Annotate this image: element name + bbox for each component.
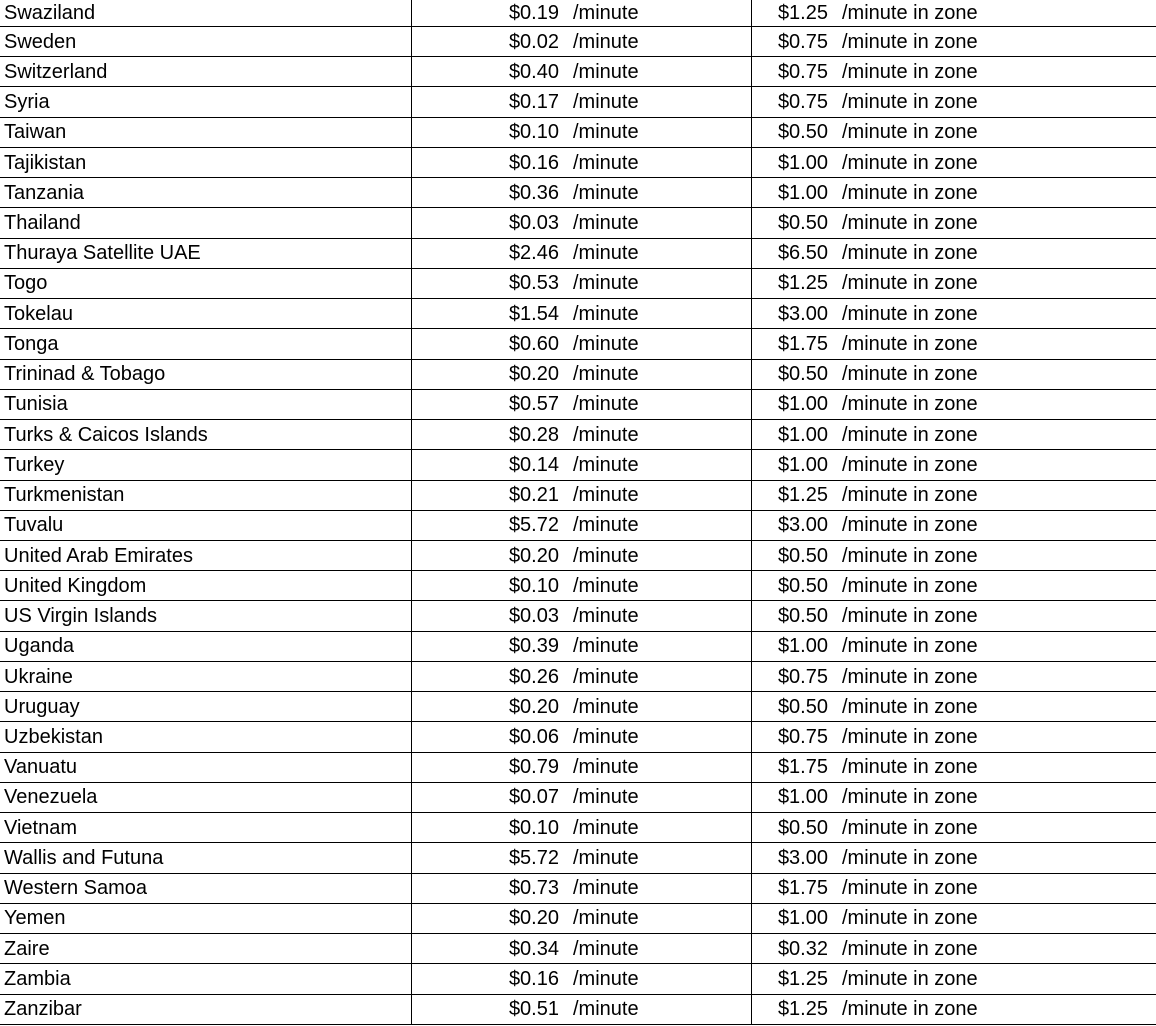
zone-rate-unit: /minute in zone bbox=[842, 846, 978, 869]
zone-rate-cell bbox=[752, 661, 1156, 691]
rate-unit: /minute bbox=[573, 423, 639, 446]
zone-rate-amount: $0.50 bbox=[777, 544, 828, 567]
rate-amount: $0.02 bbox=[508, 30, 559, 53]
rate-unit: /minute bbox=[573, 786, 639, 809]
table-row bbox=[0, 964, 1156, 994]
zone-rate-amount: $1.25 bbox=[777, 272, 828, 295]
table-row bbox=[0, 0, 1156, 27]
rate-cell bbox=[412, 299, 752, 329]
table-row bbox=[0, 661, 1156, 691]
zone-rate-cell bbox=[752, 934, 1156, 964]
zone-rate-unit: /minute in zone bbox=[842, 816, 978, 839]
rate-unit: /minute bbox=[573, 484, 639, 507]
zone-rate-cell bbox=[752, 782, 1156, 812]
country-cell: Taiwan bbox=[0, 117, 412, 147]
rate-unit: /minute bbox=[573, 907, 639, 930]
rate-amount: $0.10 bbox=[508, 121, 559, 144]
zone-rate-cell bbox=[752, 540, 1156, 570]
rate-cell bbox=[412, 117, 752, 147]
rate-cell bbox=[412, 238, 752, 268]
rate-cell bbox=[412, 873, 752, 903]
zone-rate-amount: $0.50 bbox=[777, 816, 828, 839]
country-cell: Ukraine bbox=[0, 661, 412, 691]
table-row bbox=[0, 450, 1156, 480]
rate-unit: /minute bbox=[573, 574, 639, 597]
zone-rate-unit: /minute in zone bbox=[842, 605, 978, 628]
table-row bbox=[0, 359, 1156, 389]
country-cell: Togo bbox=[0, 268, 412, 298]
zone-rate-amount: $0.75 bbox=[777, 726, 828, 748]
table-row bbox=[0, 299, 1156, 329]
zone-rate-cell bbox=[752, 117, 1156, 147]
country-cell: Turkmenistan bbox=[0, 480, 412, 510]
zone-rate-unit: /minute in zone bbox=[842, 937, 978, 960]
zone-rate-unit: /minute in zone bbox=[842, 423, 978, 446]
zone-rate-cell bbox=[752, 843, 1156, 873]
table-row bbox=[0, 480, 1156, 510]
rate-amount: $0.16 bbox=[508, 151, 559, 174]
zone-rate-unit: /minute in zone bbox=[842, 363, 978, 386]
rate-unit: /minute bbox=[573, 756, 639, 779]
rate-amount: $0.19 bbox=[508, 2, 559, 24]
rate-unit: /minute bbox=[573, 816, 639, 839]
table-row bbox=[0, 540, 1156, 570]
zone-rate-amount: $0.75 bbox=[777, 665, 828, 688]
zone-rate-cell bbox=[752, 571, 1156, 601]
table-row bbox=[0, 722, 1156, 752]
zone-rate-cell bbox=[752, 420, 1156, 450]
zone-rate-cell bbox=[752, 147, 1156, 177]
table-row bbox=[0, 178, 1156, 208]
country-cell: Thuraya Satellite UAE bbox=[0, 238, 412, 268]
rate-unit: /minute bbox=[573, 151, 639, 174]
rate-cell bbox=[412, 27, 752, 57]
table-row bbox=[0, 510, 1156, 540]
country-cell: Yemen bbox=[0, 903, 412, 933]
country-cell: Uzbekistan bbox=[0, 722, 412, 752]
zone-rate-cell bbox=[752, 964, 1156, 994]
country-cell: Tuvalu bbox=[0, 510, 412, 540]
zone-rate-amount: $1.00 bbox=[777, 181, 828, 204]
table-row bbox=[0, 813, 1156, 843]
zone-rate-cell bbox=[752, 299, 1156, 329]
zone-rate-unit: /minute in zone bbox=[842, 877, 978, 900]
zone-rate-unit: /minute in zone bbox=[842, 91, 978, 114]
rate-unit: /minute bbox=[573, 605, 639, 628]
table-row bbox=[0, 147, 1156, 177]
rate-amount: $0.26 bbox=[508, 665, 559, 688]
zone-rate-cell bbox=[752, 692, 1156, 722]
rate-cell bbox=[412, 934, 752, 964]
country-cell: Thailand bbox=[0, 208, 412, 238]
rate-cell bbox=[412, 903, 752, 933]
zone-rate-amount: $0.75 bbox=[777, 60, 828, 83]
zone-rate-unit: /minute in zone bbox=[842, 544, 978, 567]
country-cell: Wallis and Futuna bbox=[0, 843, 412, 873]
country-cell: Vietnam bbox=[0, 813, 412, 843]
rate-amount: $2.46 bbox=[508, 242, 559, 265]
table-row bbox=[0, 631, 1156, 661]
zone-rate-unit: /minute in zone bbox=[842, 2, 978, 24]
country-cell: Turkey bbox=[0, 450, 412, 480]
country-cell: United Arab Emirates bbox=[0, 540, 412, 570]
rate-cell bbox=[412, 661, 752, 691]
rate-amount: $0.36 bbox=[508, 181, 559, 204]
zone-rate-unit: /minute in zone bbox=[842, 30, 978, 53]
rate-unit: /minute bbox=[573, 302, 639, 325]
rate-amount: $0.10 bbox=[508, 816, 559, 839]
country-cell: Vanuatu bbox=[0, 752, 412, 782]
zone-rate-cell bbox=[752, 359, 1156, 389]
zone-rate-amount: $0.50 bbox=[777, 695, 828, 718]
zone-rate-cell bbox=[752, 329, 1156, 359]
zone-rate-amount: $3.00 bbox=[777, 302, 828, 325]
country-cell: Tokelau bbox=[0, 299, 412, 329]
rate-cell bbox=[412, 813, 752, 843]
rate-amount: $5.72 bbox=[508, 846, 559, 869]
zone-rate-amount: $0.50 bbox=[777, 121, 828, 144]
zone-rate-cell bbox=[752, 631, 1156, 661]
table-row bbox=[0, 692, 1156, 722]
rate-cell bbox=[412, 57, 752, 87]
zone-rate-amount: $1.75 bbox=[777, 877, 828, 900]
zone-rate-amount: $3.00 bbox=[777, 846, 828, 869]
rate-unit: /minute bbox=[573, 967, 639, 990]
zone-rate-cell bbox=[752, 208, 1156, 238]
rate-amount: $0.73 bbox=[508, 877, 559, 900]
rate-amount: $0.07 bbox=[508, 786, 559, 809]
country-cell: Turks & Caicos Islands bbox=[0, 420, 412, 450]
zone-rate-amount: $6.50 bbox=[777, 242, 828, 265]
rate-unit: /minute bbox=[573, 726, 639, 748]
rate-unit: /minute bbox=[573, 91, 639, 114]
zone-rate-amount: $0.75 bbox=[777, 30, 828, 53]
zone-rate-amount: $1.25 bbox=[777, 484, 828, 507]
zone-rate-cell bbox=[752, 268, 1156, 298]
country-cell: Sweden bbox=[0, 27, 412, 57]
country-cell: Uganda bbox=[0, 631, 412, 661]
rate-amount: $0.03 bbox=[508, 605, 559, 628]
rate-unit: /minute bbox=[573, 60, 639, 83]
rate-amount: $0.60 bbox=[508, 332, 559, 355]
rate-unit: /minute bbox=[573, 242, 639, 265]
rate-amount: $0.14 bbox=[508, 453, 559, 476]
zone-rate-unit: /minute in zone bbox=[842, 756, 978, 779]
rate-unit: /minute bbox=[573, 846, 639, 869]
rate-amount: $0.79 bbox=[508, 756, 559, 779]
rate-cell bbox=[412, 0, 752, 27]
table-row bbox=[0, 782, 1156, 812]
rate-unit: /minute bbox=[573, 544, 639, 567]
rate-cell bbox=[412, 510, 752, 540]
table-row bbox=[0, 752, 1156, 782]
country-cell: Swaziland bbox=[0, 0, 412, 27]
rate-amount: $0.20 bbox=[508, 695, 559, 718]
zone-rate-unit: /minute in zone bbox=[842, 514, 978, 537]
rate-amount: $0.28 bbox=[508, 423, 559, 446]
rate-unit: /minute bbox=[573, 2, 639, 24]
rate-unit: /minute bbox=[573, 272, 639, 295]
rate-amount: $0.53 bbox=[508, 272, 559, 295]
rate-amount: $1.54 bbox=[508, 302, 559, 325]
zone-rate-cell bbox=[752, 178, 1156, 208]
zone-rate-cell bbox=[752, 601, 1156, 631]
zone-rate-amount: $1.25 bbox=[777, 998, 828, 1021]
zone-rate-amount: $0.32 bbox=[777, 937, 828, 960]
rate-amount: $0.10 bbox=[508, 574, 559, 597]
rate-unit: /minute bbox=[573, 695, 639, 718]
rate-unit: /minute bbox=[573, 212, 639, 235]
rate-cell bbox=[412, 601, 752, 631]
table-row bbox=[0, 601, 1156, 631]
zone-rate-unit: /minute in zone bbox=[842, 998, 978, 1021]
rate-amount: $0.20 bbox=[508, 907, 559, 930]
country-cell: Syria bbox=[0, 87, 412, 117]
zone-rate-amount: $3.00 bbox=[777, 514, 828, 537]
country-cell: US Virgin Islands bbox=[0, 601, 412, 631]
table-row bbox=[0, 208, 1156, 238]
country-cell: Zanzibar bbox=[0, 994, 412, 1024]
table-row bbox=[0, 389, 1156, 419]
zone-rate-unit: /minute in zone bbox=[842, 695, 978, 718]
rate-unit: /minute bbox=[573, 665, 639, 688]
rate-amount: $0.51 bbox=[508, 998, 559, 1021]
zone-rate-amount: $1.25 bbox=[777, 2, 828, 24]
zone-rate-unit: /minute in zone bbox=[842, 786, 978, 809]
zone-rate-cell bbox=[752, 510, 1156, 540]
zone-rate-amount: $0.75 bbox=[777, 91, 828, 114]
table-row bbox=[0, 117, 1156, 147]
country-cell: United Kingdom bbox=[0, 571, 412, 601]
zone-rate-unit: /minute in zone bbox=[842, 181, 978, 204]
rate-amount: $0.03 bbox=[508, 212, 559, 235]
zone-rate-unit: /minute in zone bbox=[842, 907, 978, 930]
rate-cell bbox=[412, 571, 752, 601]
country-cell: Uruguay bbox=[0, 692, 412, 722]
rate-unit: /minute bbox=[573, 514, 639, 537]
table-row bbox=[0, 994, 1156, 1024]
zone-rate-cell bbox=[752, 903, 1156, 933]
rate-unit: /minute bbox=[573, 937, 639, 960]
rate-cell bbox=[412, 692, 752, 722]
zone-rate-amount: $1.00 bbox=[777, 151, 828, 174]
country-cell: Venezuela bbox=[0, 782, 412, 812]
rate-cell bbox=[412, 87, 752, 117]
zone-rate-cell bbox=[752, 27, 1156, 57]
table-row bbox=[0, 571, 1156, 601]
rate-amount: $0.21 bbox=[508, 484, 559, 507]
zone-rate-cell bbox=[752, 450, 1156, 480]
rate-cell bbox=[412, 450, 752, 480]
zone-rate-cell bbox=[752, 87, 1156, 117]
rate-cell bbox=[412, 631, 752, 661]
rate-cell bbox=[412, 843, 752, 873]
rate-amount: $0.34 bbox=[508, 937, 559, 960]
rate-amount: $0.57 bbox=[508, 393, 559, 416]
zone-rate-amount: $0.50 bbox=[777, 574, 828, 597]
rate-cell bbox=[412, 268, 752, 298]
zone-rate-unit: /minute in zone bbox=[842, 302, 978, 325]
rate-unit: /minute bbox=[573, 877, 639, 900]
zone-rate-cell bbox=[752, 813, 1156, 843]
zone-rate-cell bbox=[752, 722, 1156, 752]
rate-amount: $0.20 bbox=[508, 544, 559, 567]
country-cell: Tajikistan bbox=[0, 147, 412, 177]
zone-rate-amount: $1.75 bbox=[777, 756, 828, 779]
table-row bbox=[0, 87, 1156, 117]
zone-rate-amount: $0.50 bbox=[777, 363, 828, 386]
zone-rate-amount: $1.00 bbox=[777, 786, 828, 809]
table-row bbox=[0, 57, 1156, 87]
table-row bbox=[0, 27, 1156, 57]
rate-cell bbox=[412, 420, 752, 450]
rate-unit: /minute bbox=[573, 998, 639, 1021]
zone-rate-cell bbox=[752, 994, 1156, 1024]
zone-rate-amount: $1.00 bbox=[777, 423, 828, 446]
country-cell: Zambia bbox=[0, 964, 412, 994]
zone-rate-unit: /minute in zone bbox=[842, 726, 978, 748]
rate-cell bbox=[412, 480, 752, 510]
country-cell: Tunisia bbox=[0, 389, 412, 419]
country-cell: Tonga bbox=[0, 329, 412, 359]
zone-rate-unit: /minute in zone bbox=[842, 665, 978, 688]
rate-amount: $0.06 bbox=[508, 726, 559, 748]
rate-cell bbox=[412, 208, 752, 238]
zone-rate-unit: /minute in zone bbox=[842, 212, 978, 235]
table-row bbox=[0, 329, 1156, 359]
zone-rate-unit: /minute in zone bbox=[842, 484, 978, 507]
zone-rate-cell bbox=[752, 389, 1156, 419]
zone-rate-unit: /minute in zone bbox=[842, 967, 978, 990]
zone-rate-unit: /minute in zone bbox=[842, 574, 978, 597]
country-cell: Trininad & Tobago bbox=[0, 359, 412, 389]
rate-unit: /minute bbox=[573, 181, 639, 204]
zone-rate-amount: $1.00 bbox=[777, 393, 828, 416]
rate-unit: /minute bbox=[573, 635, 639, 658]
zone-rate-amount: $0.50 bbox=[777, 212, 828, 235]
table-row bbox=[0, 873, 1156, 903]
rate-unit: /minute bbox=[573, 393, 639, 416]
zone-rate-amount: $1.75 bbox=[777, 332, 828, 355]
zone-rate-cell bbox=[752, 238, 1156, 268]
zone-rate-amount: $1.25 bbox=[777, 967, 828, 990]
zone-rate-cell bbox=[752, 752, 1156, 782]
zone-rate-unit: /minute in zone bbox=[842, 453, 978, 476]
rate-amount: $5.72 bbox=[508, 514, 559, 537]
zone-rate-unit: /minute in zone bbox=[842, 332, 978, 355]
table-row bbox=[0, 238, 1156, 268]
rate-amount: $0.40 bbox=[508, 60, 559, 83]
zone-rate-cell bbox=[752, 873, 1156, 903]
country-cell: Western Samoa bbox=[0, 873, 412, 903]
rate-unit: /minute bbox=[573, 363, 639, 386]
rate-unit: /minute bbox=[573, 30, 639, 53]
zone-rate-amount: $0.50 bbox=[777, 605, 828, 628]
zone-rate-amount: $1.00 bbox=[777, 635, 828, 658]
zone-rate-amount: $1.00 bbox=[777, 453, 828, 476]
rate-cell bbox=[412, 389, 752, 419]
country-cell: Tanzania bbox=[0, 178, 412, 208]
zone-rate-unit: /minute in zone bbox=[842, 242, 978, 265]
rate-amount: $0.39 bbox=[508, 635, 559, 658]
rate-cell bbox=[412, 540, 752, 570]
rate-unit: /minute bbox=[573, 453, 639, 476]
table-row bbox=[0, 420, 1156, 450]
zone-rate-unit: /minute in zone bbox=[842, 635, 978, 658]
rate-cell bbox=[412, 752, 752, 782]
rate-amount: $0.16 bbox=[508, 967, 559, 990]
rate-amount: $0.17 bbox=[508, 91, 559, 114]
zone-rate-cell bbox=[752, 480, 1156, 510]
zone-rate-unit: /minute in zone bbox=[842, 121, 978, 144]
rate-cell bbox=[412, 782, 752, 812]
rate-cell bbox=[412, 147, 752, 177]
zone-rate-unit: /minute in zone bbox=[842, 151, 978, 174]
table-row bbox=[0, 268, 1156, 298]
table-row bbox=[0, 934, 1156, 964]
table-row bbox=[0, 903, 1156, 933]
rate-cell bbox=[412, 964, 752, 994]
rate-unit: /minute bbox=[573, 121, 639, 144]
zone-rate-cell bbox=[752, 0, 1156, 27]
zone-rate-unit: /minute in zone bbox=[842, 272, 978, 295]
table-row bbox=[0, 843, 1156, 873]
rate-cell bbox=[412, 359, 752, 389]
zone-rate-unit: /minute in zone bbox=[842, 393, 978, 416]
rate-cell bbox=[412, 722, 752, 752]
country-cell: Zaire bbox=[0, 934, 412, 964]
rate-cell bbox=[412, 329, 752, 359]
country-cell: Switzerland bbox=[0, 57, 412, 87]
rate-cell bbox=[412, 178, 752, 208]
rate-cell bbox=[412, 994, 752, 1024]
rate-unit: /minute bbox=[573, 332, 639, 355]
zone-rate-cell bbox=[752, 57, 1156, 87]
rate-amount: $0.20 bbox=[508, 363, 559, 386]
zone-rate-amount: $1.00 bbox=[777, 907, 828, 930]
zone-rate-unit: /minute in zone bbox=[842, 60, 978, 83]
